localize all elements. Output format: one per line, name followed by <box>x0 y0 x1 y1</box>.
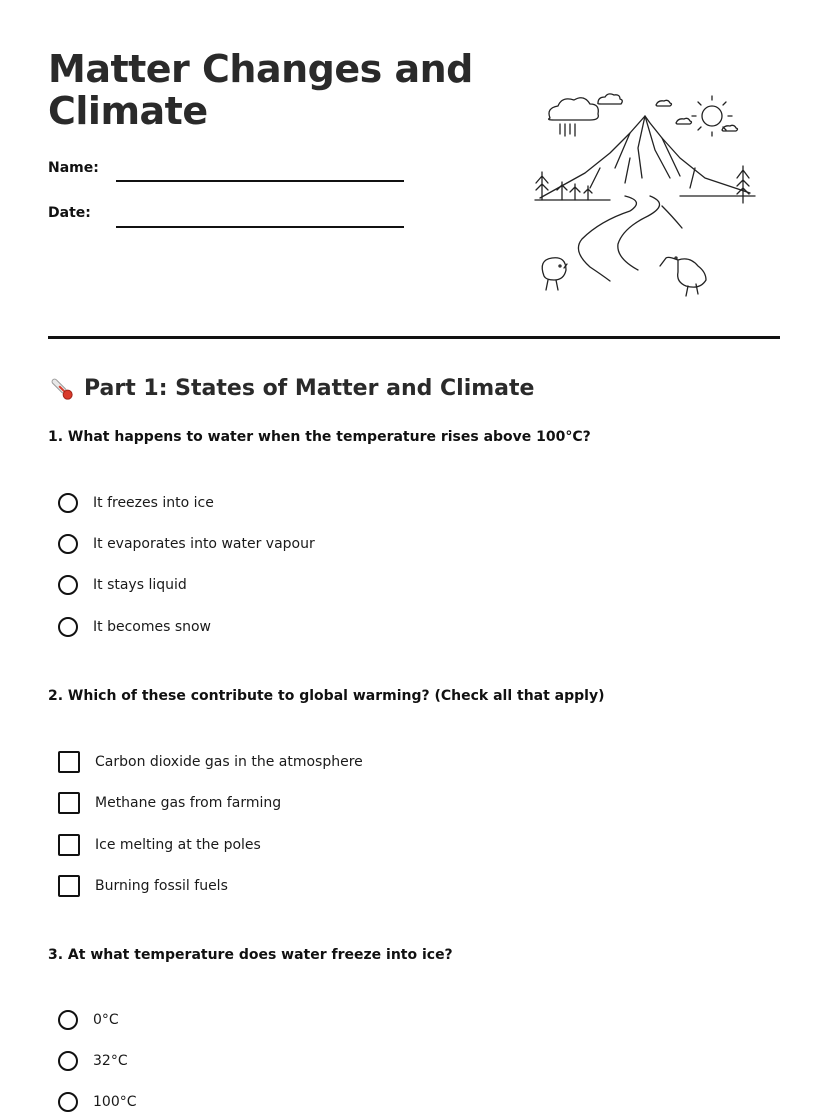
radio-button[interactable] <box>58 493 78 513</box>
radio-button[interactable] <box>58 1010 78 1030</box>
section-heading-part-1 <box>48 374 534 404</box>
q1-option-3[interactable] <box>58 572 187 598</box>
q2-option-1[interactable] <box>58 749 363 775</box>
option-label: It becomes snow <box>93 619 212 635</box>
checkbox[interactable] <box>58 751 80 773</box>
q2-option-4[interactable] <box>58 873 228 899</box>
option-label: 32°C <box>93 1053 128 1069</box>
radio-button[interactable] <box>58 534 78 554</box>
question-1: 1. What happens to water when the temperature rises above 100°C? <box>48 429 591 445</box>
option-label: Ice melting at the poles <box>95 837 261 853</box>
radio-button[interactable] <box>58 617 78 637</box>
question-3: 3. At what temperature does water freeze into ice? <box>48 947 453 963</box>
q3-option-1[interactable] <box>58 1007 119 1033</box>
radio-button[interactable] <box>58 1092 78 1112</box>
date-label: Date: <box>48 205 91 221</box>
question-2: 2. Which of these contribute to global warming? (Check all that apply) <box>48 688 605 704</box>
option-label: 100°C <box>93 1094 137 1110</box>
checkbox[interactable] <box>58 875 80 897</box>
option-label: 0°C <box>93 1012 119 1028</box>
option-label: Methane gas from farming <box>95 795 282 811</box>
thermometer-icon <box>48 375 76 403</box>
option-label: It stays liquid <box>93 577 187 593</box>
option-label: Burning fossil fuels <box>95 878 228 894</box>
checkbox[interactable] <box>58 792 80 814</box>
date-field[interactable] <box>116 226 404 228</box>
q1-option-4[interactable] <box>58 614 211 640</box>
q3-option-2[interactable] <box>58 1048 128 1074</box>
q2-option-2[interactable] <box>58 790 281 816</box>
radio-button[interactable] <box>58 575 78 595</box>
header-divider <box>48 336 780 339</box>
name-field[interactable] <box>116 180 404 182</box>
section-title: Part 1: States of Matter and Climate <box>84 376 535 401</box>
title-line-2: Climate <box>48 89 208 133</box>
q1-option-2[interactable] <box>58 531 315 557</box>
title-line-1: Matter Changes and <box>48 47 473 91</box>
checkbox[interactable] <box>58 834 80 856</box>
q1-option-1[interactable] <box>58 490 214 516</box>
q3-option-3[interactable] <box>58 1089 137 1115</box>
option-label: It evaporates into water vapour <box>93 536 315 552</box>
q2-option-3[interactable] <box>58 832 261 858</box>
mountain-river-kiwi-illustration <box>530 88 760 300</box>
radio-button[interactable] <box>58 1051 78 1071</box>
option-label: Carbon dioxide gas in the atmosphere <box>95 754 363 770</box>
option-label: It freezes into ice <box>93 495 214 511</box>
worksheet-title <box>48 48 488 132</box>
name-label: Name: <box>48 160 99 176</box>
